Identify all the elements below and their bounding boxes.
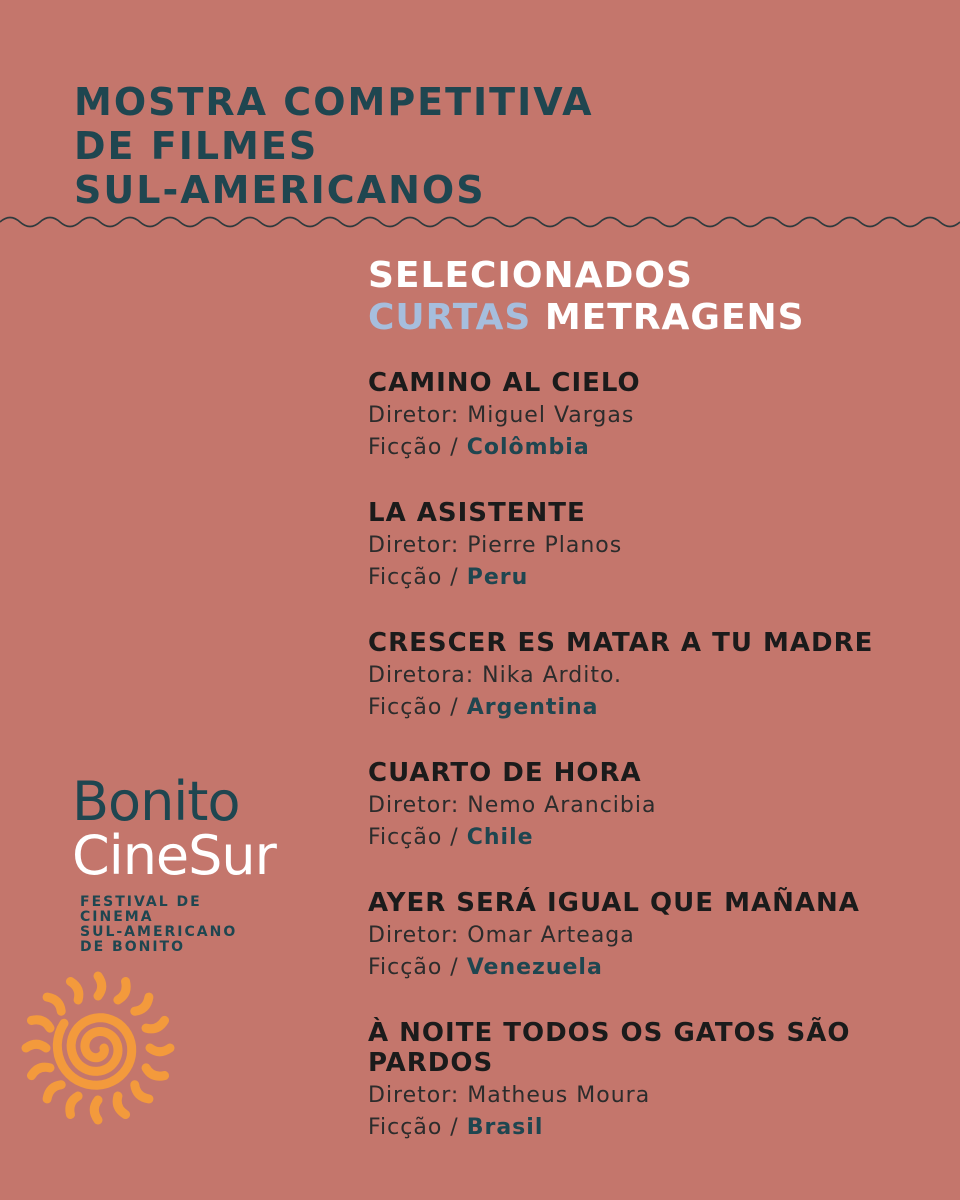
logo-bonito: Bonito	[72, 770, 240, 833]
film-country: Peru	[466, 565, 529, 590]
film-item	[368, 498, 948, 594]
film-director: Diretor: Miguel Vargas	[368, 403, 635, 428]
film-genre: Ficção /	[368, 565, 459, 590]
section-title-rest: METRAGENS	[544, 297, 805, 338]
film-country: Colômbia	[466, 435, 590, 460]
festival-logo	[72, 770, 276, 955]
sun-ray	[135, 1085, 149, 1099]
event-title-line-2: DE FILMES	[74, 124, 319, 168]
film-country: Chile	[466, 825, 534, 850]
film-title: CAMINO AL CIELO	[368, 368, 641, 398]
film-title: LA ASISTENTE	[368, 498, 586, 528]
film-genre: Ficção /	[368, 825, 459, 850]
film-title: À NOITE TODOS OS GATOS SÃO PARDOS	[368, 1018, 851, 1078]
wave-divider	[0, 208, 960, 236]
film-item	[368, 888, 948, 984]
film-genre-country	[368, 432, 948, 464]
sun-spiral-icon	[18, 968, 178, 1128]
film-item	[368, 628, 948, 724]
sun-ray	[146, 1020, 164, 1028]
film-genre: Ficção /	[368, 435, 459, 460]
sun-ray	[146, 1068, 164, 1076]
logo-subtitle-line: FESTIVAL DE	[80, 894, 202, 910]
film-genre-country	[368, 1112, 948, 1144]
event-title-line-1: MOSTRA COMPETITIVA	[74, 80, 594, 124]
film-director: Diretor: Omar Arteaga	[368, 923, 635, 948]
sun-ray	[26, 1044, 46, 1048]
film-item	[368, 368, 948, 464]
logo-subtitle	[80, 895, 276, 955]
sun-ray	[150, 1048, 170, 1052]
section-title-line-1: SELECIONADOS	[368, 255, 693, 296]
film-country: Argentina	[466, 695, 599, 720]
sun-ray	[47, 997, 61, 1011]
sun-ray	[135, 997, 149, 1011]
film-director: Diretor: Nemo Arancibia	[368, 793, 657, 818]
sun-ray	[31, 1020, 49, 1028]
film-director: Diretora: Nika Ardito.	[368, 663, 623, 688]
film-director: Diretor: Pierre Planos	[368, 533, 623, 558]
film-director: Diretor: Matheus Moura	[368, 1083, 651, 1108]
section-title-accent: CURTAS	[368, 297, 532, 338]
film-genre-country	[368, 562, 948, 594]
film-list	[368, 368, 948, 1178]
film-item	[368, 758, 948, 854]
film-genre-country	[368, 822, 948, 854]
film-genre: Ficção /	[368, 695, 459, 720]
sun-ray	[47, 1085, 61, 1099]
logo-subtitle-line: DE BONITO	[80, 939, 186, 955]
event-title	[74, 80, 593, 212]
sun-ray	[94, 1100, 98, 1120]
film-country: Venezuela	[466, 955, 603, 980]
film-genre: Ficção /	[368, 955, 459, 980]
logo-subtitle-line: SUL-AMERICANO	[80, 924, 238, 940]
sun-ray	[98, 976, 102, 996]
event-title-line-3: SUL-AMERICANOS	[74, 168, 486, 212]
logo-subtitle-line: CINEMA	[80, 909, 154, 925]
film-genre: Ficção /	[368, 1115, 459, 1140]
section-title-line-2	[368, 297, 805, 339]
sun-ray	[117, 1096, 125, 1114]
film-title: CRESCER ES MATAR A TU MADRE	[368, 628, 874, 658]
film-genre-country	[368, 952, 948, 984]
section-title	[368, 255, 805, 339]
film-title: CUARTO DE HORA	[368, 758, 642, 788]
sun-ray	[70, 981, 78, 999]
sun-ray	[118, 981, 126, 999]
film-item	[368, 1018, 948, 1144]
film-genre-country	[368, 692, 948, 724]
film-country: Brasil	[466, 1115, 544, 1140]
sun-ray	[70, 1096, 78, 1114]
sun-ray	[31, 1067, 49, 1075]
film-title: AYER SERÁ IGUAL QUE MAÑANA	[368, 888, 860, 918]
logo-cinesur: CineSur	[72, 824, 276, 887]
